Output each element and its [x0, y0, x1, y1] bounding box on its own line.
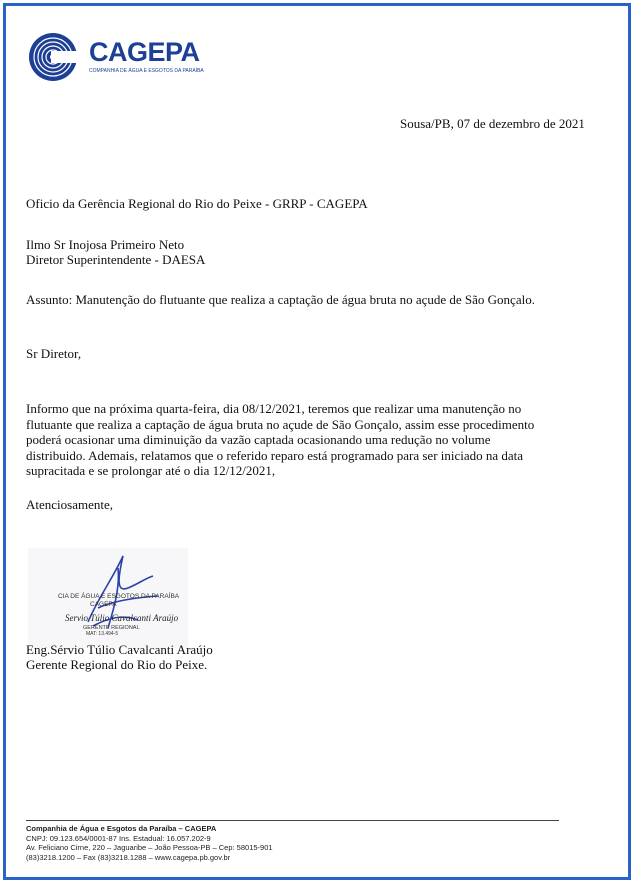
footer-address: Av. Feliciano Cirne, 220 – Jaguaribe – João Pessoa-PB – Cep: 58015-901: [26, 843, 273, 852]
stamp-line1: CIA DE ÁGUA E ESGOTOS DA PARAÍBA: [58, 593, 180, 600]
body-line: flutuante que realiza a captação de água bruta no açude de São Gonçalo, assim esse procedimento: [26, 416, 535, 432]
closing: Atenciosamente,: [26, 497, 113, 512]
oficio-heading: Oficio da Gerência Regional do Rio do Peixe - GRRP - CAGEPA: [26, 196, 368, 211]
cagepa-emblem-icon: [27, 31, 83, 83]
footer-company: Companhia de Água e Esgotos da Paraíba – CAGEPA: [26, 824, 217, 833]
logo-subtitle: COMPANHIA DE ÁGUA E ESGOTOS DA PARAÍBA: [89, 68, 204, 74]
salutation: Sr Diretor,: [26, 346, 82, 361]
logo-name: CAGEPA: [89, 37, 200, 67]
place-date: Sousa/PB, 07 de dezembro de 2021: [400, 116, 585, 131]
footer-divider: [26, 820, 559, 821]
cagepa-logo: [27, 31, 204, 83]
footer-cnpj: CNPJ: 09.123.654/0001-87 Ins. Estadual: 16.057.202-9: [26, 833, 211, 843]
recipient-title: Diretor Superintendente - DAESA: [26, 252, 206, 267]
footer-contact: (83)3218.1200 – Fax (83)3218.1288 – www.cagepa.pb.gov.br: [26, 852, 231, 862]
stamp-line2: CAGEPA: [90, 601, 117, 608]
signer-name: Eng.Sérvio Túlio Cavalcanti Araújo: [26, 642, 213, 657]
signature-stamp: [28, 548, 188, 648]
body-line: Informo que na próxima quarta-feira, dia 08/12/2021, teremos que realizar uma manutenção no: [26, 401, 522, 416]
signature-scribble-icon: [28, 548, 188, 648]
letter-body: [26, 401, 581, 479]
body-line: supracitada e se prolongar até o dia 12/12/2021,: [26, 463, 276, 478]
recipient-name: Ilmo Sr Inojosa Primeiro Neto: [26, 237, 185, 252]
footer: [26, 824, 273, 862]
signer-title: Gerente Regional do Rio do Peixe.: [26, 657, 208, 672]
subject-line: Assunto: Manutenção do flutuante que realiza a captação de água bruta no açude de São Gonçalo.: [26, 292, 535, 307]
stamp-line3: Servio Túlio Cavalcanti Araújo: [65, 613, 179, 623]
body-line: distribuido. Ademais, relatamos que o referido reparo está programado para ser iniciado na data: [26, 447, 524, 463]
body-line: poderá ocasionar uma diminuição da vazão captada ocasionando uma redução no volume: [26, 432, 491, 447]
stamp-line5: MAT: 13.494-5: [86, 631, 119, 637]
stamp-line4: GERENTE REGIONAL: [83, 625, 140, 631]
